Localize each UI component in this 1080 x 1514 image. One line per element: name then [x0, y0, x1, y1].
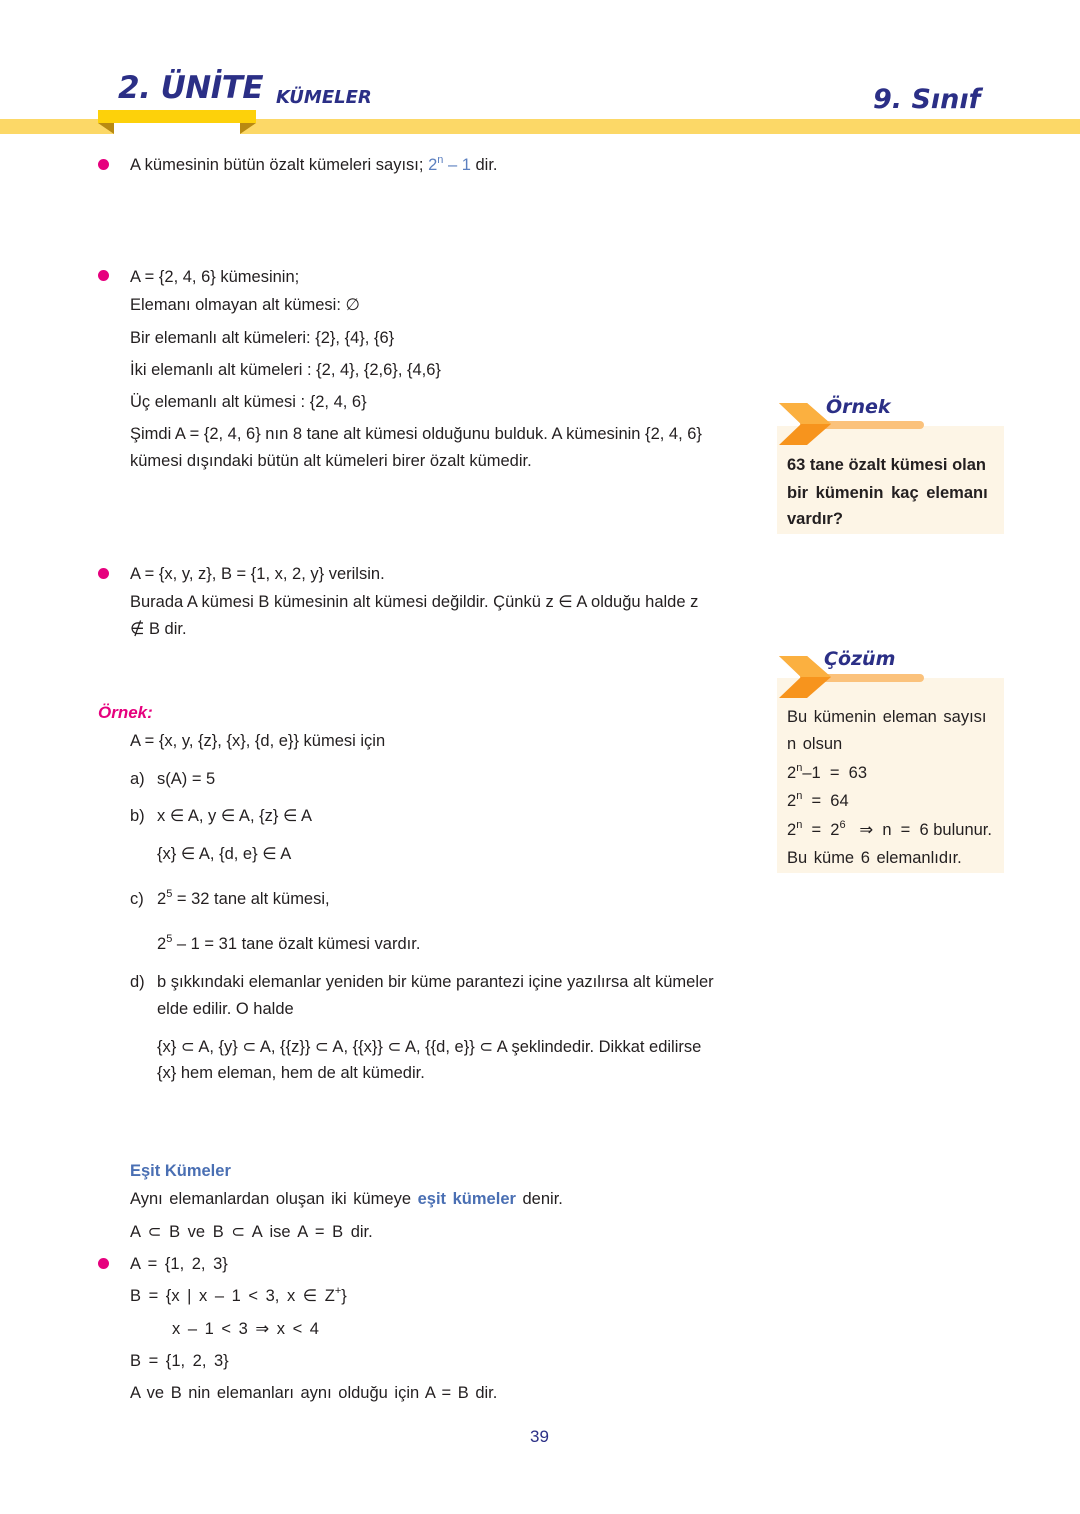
equal-sets-definition [130, 1189, 563, 1209]
solution-line: Bu küme 6 elemanlıdır. [787, 849, 962, 867]
set-a-def: A = {1, 2, 3} [130, 1255, 228, 1273]
equal-sets-heading: Eşit Kümeler [130, 1162, 231, 1180]
tail: = 32 tane alt kümesi, [172, 890, 330, 908]
s2-line: Bir elemanlı alt kümeleri: {2}, {4}, {6} [130, 329, 395, 347]
example-question-line: vardır? [787, 510, 843, 528]
base: 2 [157, 890, 167, 908]
page-number: 39 [530, 1427, 549, 1446]
unit-topic: KÜMELER [276, 87, 372, 108]
s2-line: Elemanı olmayan alt kümesi: ∅ [130, 296, 360, 314]
mid: = 2 [802, 821, 840, 839]
exp: n [796, 790, 803, 802]
text: dir. [470, 156, 498, 174]
bullet-icon [98, 1258, 109, 1269]
inequality-step: x – 1 < 3 ⇒ x < 4 [172, 1320, 319, 1338]
part-d-line: b şıkkındaki elemanlar yeniden bir küme parantezi içine yazılırsa alt kümeler [157, 973, 714, 991]
s3-line: A = {x, y, z}, B = {1, x, 2, y} verilsin. [130, 565, 385, 583]
unit-tab-ribbon [98, 110, 256, 123]
part-a-text: s(A) = 5 [157, 770, 216, 788]
formula [428, 156, 471, 174]
sup: + [334, 1285, 342, 1297]
solution-line: Bu kümenin eleman sayısı [787, 708, 987, 726]
exp: n [796, 762, 803, 774]
bullet-icon [98, 159, 109, 170]
solution-line: n olsun [787, 735, 843, 753]
part-d-line: {x} ⊂ A, {y} ⊂ A, {{z}} ⊂ A, {{x}} ⊂ A, {{d, e}} ⊂ A şeklindedir. Dikkat edilirse [157, 1038, 702, 1056]
part-b-label: b) [130, 807, 145, 825]
part-d-label: d) [130, 973, 145, 991]
tail: ⇒ n = 6 bulunur. [845, 821, 992, 839]
proper-subset-count-text [130, 155, 498, 175]
part-c-label: c) [130, 890, 144, 908]
base: 2 [787, 792, 797, 810]
example-intro: A = {x, y, {z}, {x}, {d, e}} kümesi için [130, 732, 386, 750]
part-d-line: elde edilir. O halde [157, 1000, 294, 1018]
tail: = 64 [802, 792, 849, 810]
text: A kümesinin bütün özalt kümeleri sayısı; [130, 156, 429, 174]
set-b-def [130, 1286, 347, 1306]
ribbon-fold-left [98, 123, 114, 134]
s2-line: A = {2, 4, 6} kümesinin; [130, 268, 300, 286]
base: 2 [787, 764, 797, 782]
s2-line: Şimdi A = {2, 4, 6} nın 8 tane alt kümesi olduğunu bulduk. A kümesinin {2, 4, 6} [130, 425, 702, 443]
formula-base: 2 [428, 156, 438, 174]
exp: 5 [166, 933, 173, 945]
solution-line [787, 820, 992, 840]
part-c-line1 [157, 889, 330, 909]
text: B = {x | x – 1 < 3, x ∈ Z [130, 1287, 335, 1305]
bullet-icon [98, 568, 109, 579]
exp: 6 [839, 819, 846, 831]
formula-tail: – 1 [443, 156, 471, 174]
part-a-label: a) [130, 770, 145, 788]
unit-title: 2. ÜNİTE [118, 70, 264, 106]
s2-line: kümesi dışındaki bütün alt kümeleri birer özalt kümedir. [130, 452, 532, 470]
part-b-text: x ∈ A, y ∈ A, {z} ∈ A [157, 807, 313, 825]
equal-sets-conclusion: A ve B nin elemanları aynı olduğu için A = B dir. [130, 1384, 498, 1402]
s2-line: Üç elemanlı alt kümesi : {2, 4, 6} [130, 393, 367, 411]
base: 2 [787, 821, 797, 839]
term: eşit kümeler [417, 1190, 516, 1208]
base: 2 [157, 935, 167, 953]
tail: – 1 = 31 tane özalt kümesi vardır. [172, 935, 421, 953]
solution-box-title: Çözüm [824, 648, 896, 670]
grade-label: 9. Sınıf [873, 84, 981, 115]
text: Aynı elemanlardan oluşan iki kümeye [130, 1190, 418, 1208]
arrow-head-icon [777, 401, 833, 447]
formula-exp: n [437, 154, 444, 166]
solution-line [787, 791, 849, 811]
exp: n [796, 819, 803, 831]
example-question-line: bir kümenin kaç elemanı [787, 484, 988, 502]
solution-line [787, 763, 867, 783]
tail: –1 = 63 [802, 764, 867, 782]
text: denir. [515, 1190, 563, 1208]
s2-line: İki elemanlı alt kümeleri : {2, 4}, {2,6}, {4,6} [130, 361, 441, 379]
set-b-result: B = {1, 2, 3} [130, 1352, 229, 1370]
bullet-icon [98, 270, 109, 281]
example-box-title: Örnek [826, 396, 891, 418]
part-b-text: {x} ∈ A, {d, e} ∈ A [157, 845, 292, 863]
example-label: Örnek: [98, 703, 153, 722]
s3-line: ∉ B dir. [130, 620, 187, 638]
exp: 5 [166, 888, 173, 900]
text: } [341, 1287, 347, 1305]
equal-sets-rule: A ⊂ B ve B ⊂ A ise A = B dir. [130, 1223, 373, 1241]
part-d-line: {x} hem eleman, hem de alt kümedir. [157, 1064, 425, 1082]
part-c-line2 [157, 934, 420, 954]
ribbon-gap [114, 123, 240, 137]
example-question-line: 63 tane özalt kümesi olan [787, 456, 986, 474]
ribbon-fold-right [240, 123, 256, 134]
s3-line: Burada A kümesi B kümesinin alt kümesi değildir. Çünkü z ∈ A olduğu halde z [130, 593, 699, 611]
